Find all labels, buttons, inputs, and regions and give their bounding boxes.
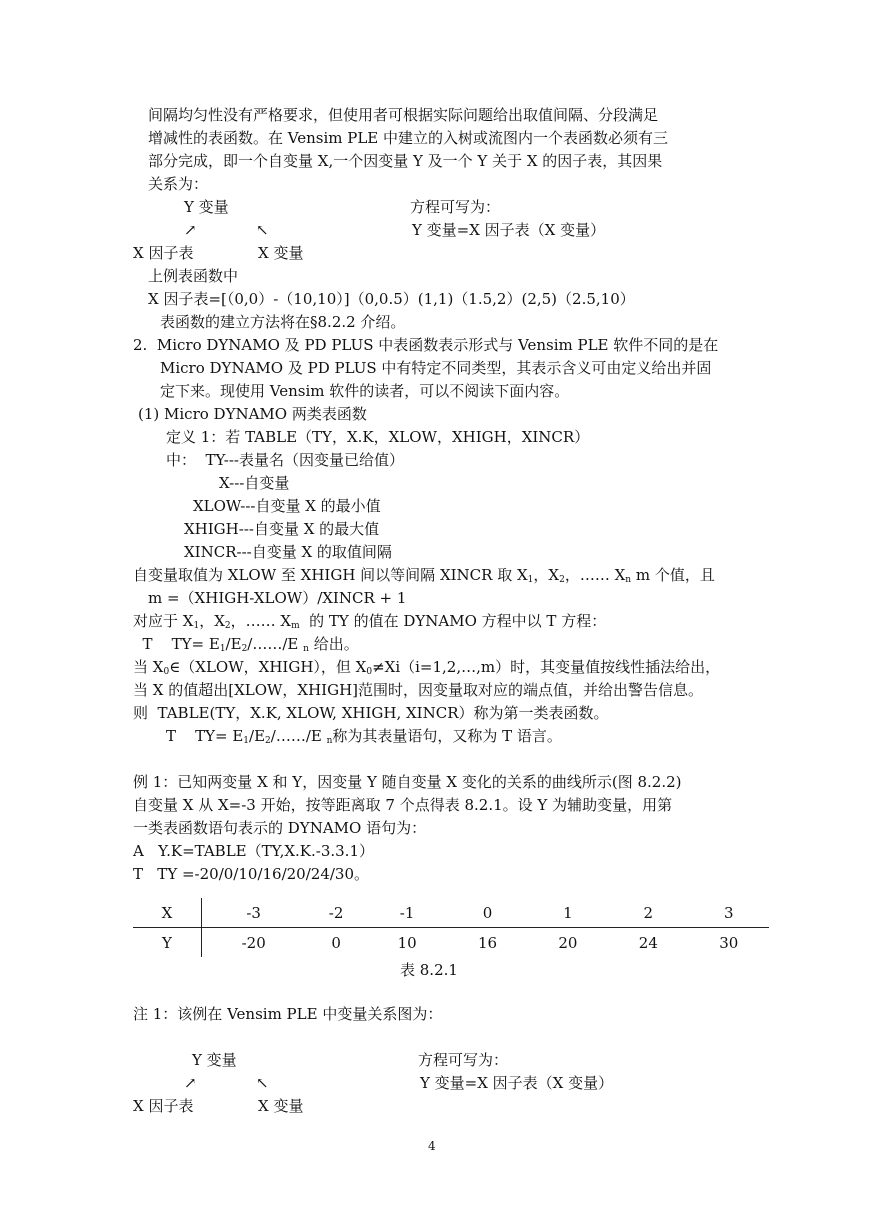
teq-sub-2: 2 xyxy=(241,644,248,654)
table-cell: 20 xyxy=(558,933,578,952)
teq-mid-2: /……/E xyxy=(247,635,304,653)
tstmt-sub-2: 2 xyxy=(265,736,271,746)
teq-post: 给出。 xyxy=(308,635,359,653)
intro-line-1: 间隔均匀性没有严格要求，但使用者可根据实际问题给出取值间隔、分段满足 xyxy=(148,106,659,124)
table-cell: -2 xyxy=(305,898,367,928)
diagram1-equation: Y 变量=X 因子表（X 变量） xyxy=(412,221,606,239)
definition-xhigh: XHIGH---自变量 X 的最大值 xyxy=(184,520,380,538)
corr-mid-2: ，…… X xyxy=(230,612,292,630)
table-cell: 10 xyxy=(397,933,417,952)
note-1: 注 1：该例在 Vensim PLE 中变量关系图为： xyxy=(133,1005,443,1023)
table-cell: -3 xyxy=(202,898,306,928)
corr-sub-2: 2 xyxy=(224,621,231,631)
method-note: 表函数的建立方法将在§8.2.2 介绍。 xyxy=(160,313,406,331)
item2-line-3: 定下来。现使用 Vensim 软件的读者，可以不阅读下面内容。 xyxy=(160,382,570,400)
interpolation-line-3: 则 TABLE(TY，X.K, XLOW, XHIGH, XINCR）称为第一类表函数。 xyxy=(133,704,609,722)
diagram1-x-variable: X 变量 xyxy=(258,244,304,262)
definition-x: X---自变量 xyxy=(219,474,290,492)
diagram2-x-variable: X 变量 xyxy=(258,1097,304,1115)
corr-sub-m: m xyxy=(291,621,300,631)
teq-mid: /E xyxy=(225,635,242,653)
item2-line-2: Micro DYNAMO 及 PD PLUS 中有特定不同类型，其表示含义可由定义给出并固 xyxy=(160,359,712,377)
diagram1-equation-label: 方程可写为： xyxy=(410,198,501,216)
diagram2-x-table: X 因子表 xyxy=(133,1097,194,1115)
intro-line-3: 部分完成，即一个自变量 X,一个因变量 Y 及一个 Y 关于 X 的因子表，其因果 xyxy=(148,152,663,170)
teq-sub-1: 1 xyxy=(219,644,226,654)
corr-post: 的 TY 的值在 DYNAMO 方程中以 T 方程： xyxy=(299,612,607,630)
table-cell: 0 xyxy=(447,898,527,928)
table-cell: 3 xyxy=(689,898,769,928)
tstmt-pre: T TY= E xyxy=(166,727,244,745)
definition-xincr: XINCR---自变量 X 的取值间隔 xyxy=(184,543,392,561)
table-cell: Y xyxy=(133,928,202,958)
intro-line-4: 关系为： xyxy=(148,175,209,193)
example1-line-3: 一类表函数语句表示的 DYNAMO 语句为： xyxy=(133,819,427,837)
tstmt-sub-1: 1 xyxy=(243,736,250,746)
table-cell: X xyxy=(133,898,202,928)
data-table xyxy=(133,898,769,957)
range-mid-2: ，…… X xyxy=(564,566,626,584)
corr-mid-1: ，X xyxy=(199,612,225,630)
intro-line-2: 增减性的表函数。在 Vensim PLE 中建立的入树或流图内一个表函数必须有三 xyxy=(148,129,669,147)
tstmt-mid-2: /……/E xyxy=(270,727,327,745)
table-row-y xyxy=(133,928,769,958)
t-statement xyxy=(166,725,562,747)
interp-mid: ∈（XLOW，XHIGH），但 X xyxy=(169,658,367,676)
example1-code-2: T TY =-20/0/10/16/20/24/30。 xyxy=(133,865,370,883)
interp-sub-0b: 0 xyxy=(366,667,373,677)
range-pre: 自变量取值为 XLOW 至 XHIGH 间以等间隔 XINCR 取 X xyxy=(133,566,528,584)
interp-post: ≠Xi（i=1,2,…,m）时，其变量值按线性插法给出， xyxy=(372,658,721,676)
table-cell: 24 xyxy=(638,933,658,952)
interpolation-line-1 xyxy=(133,656,720,678)
interp-sub-0: 0 xyxy=(163,667,170,677)
diagram2-arrow-up-right-icon: ↗ xyxy=(184,1074,197,1092)
range-sub-1: 1 xyxy=(527,575,534,585)
interp-pre: 当 X xyxy=(133,658,164,676)
example1-code-1: A Y.K=TABLE（TY,X.K.-3.3.1） xyxy=(133,842,374,860)
diagram1-arrow-up-left-icon: ↖ xyxy=(256,221,269,239)
example1-line-1: 例 1：已知两变量 X 和 Y，因变量 Y 随自变量 X 变化的关系的曲线所示(图 8.2.2) xyxy=(133,773,682,791)
table-cell: 16 xyxy=(477,933,498,952)
definition-xlow: XLOW---自变量 X 的最小值 xyxy=(193,497,381,515)
tstmt-sub-n: n xyxy=(326,736,333,746)
x-table-definition: X 因子表=[（0,0）-（10,10）]（0,0.5）(1,1)（1.5,2）(2,5)（2.5,10） xyxy=(148,290,635,308)
range-sub-2: 2 xyxy=(559,575,565,585)
section1-title: (1) Micro DYNAMO 两类表函数 xyxy=(138,405,367,423)
example-intro: 上例表函数中 xyxy=(148,267,239,285)
definition-where: 中： TY---表量名（因变量已给值） xyxy=(166,451,405,469)
t-equation xyxy=(133,633,359,655)
tstmt-mid: /E xyxy=(249,727,266,745)
corr-pre: 对应于 X xyxy=(133,612,194,630)
table-cell: -1 xyxy=(367,898,447,928)
table-caption: 表 8.2.1 xyxy=(400,961,458,979)
table-cell: 0 xyxy=(331,933,341,952)
diagram2-arrow-up-left-icon: ↖ xyxy=(256,1074,269,1092)
table-cell: -20 xyxy=(241,933,266,952)
definition-line: 定义 1：若 TABLE（TY，X.K，XLOW，XHIGH，XINCR） xyxy=(166,428,590,446)
example1-line-2: 自变量 X 从 X=-3 开始，按等距离取 7 个点得表 8.2.1。设 Y 为辅助变量，用第 xyxy=(133,796,673,814)
page-number: 4 xyxy=(428,1139,436,1153)
table-cell: 1 xyxy=(528,898,608,928)
correspondence-sentence xyxy=(133,610,606,632)
table-cell: 2 xyxy=(608,898,688,928)
range-post: m 个值，且 xyxy=(631,566,715,584)
diagram1-y-variable: Y 变量 xyxy=(184,198,229,216)
diagram2-y-variable: Y 变量 xyxy=(192,1051,237,1069)
interpolation-line-2: 当 X 的值超出[XLOW，XHIGH]范围时，因变量取对应的端点值，并给出警告信息。 xyxy=(133,681,704,699)
table-row-x xyxy=(133,898,769,928)
diagram1-arrow-up-right-icon: ↗ xyxy=(184,221,197,239)
range-sub-n: n xyxy=(625,575,632,585)
corr-sub-1: 1 xyxy=(193,621,200,631)
range-sentence xyxy=(133,564,715,586)
item2-line-1: 2. Micro DYNAMO 及 PD PLUS 中表函数表示形式与 Vensim PLE 软件不同的是在 xyxy=(133,336,719,354)
m-formula: m =（XHIGH-XLOW）/XINCR + 1 xyxy=(148,589,407,607)
diagram2-equation-label: 方程可写为： xyxy=(418,1051,509,1069)
tstmt-post: 称为其表量语句，又称为 T 语言。 xyxy=(332,727,562,745)
diagram1-x-table: X 因子表 xyxy=(133,244,194,262)
diagram2-equation: Y 变量=X 因子表（X 变量） xyxy=(420,1074,614,1092)
table-cell: 30 xyxy=(719,933,739,952)
teq-sub-n: n xyxy=(303,644,309,654)
range-mid-1: ，X xyxy=(533,566,560,584)
teq-pre: T TY= E xyxy=(133,635,220,653)
